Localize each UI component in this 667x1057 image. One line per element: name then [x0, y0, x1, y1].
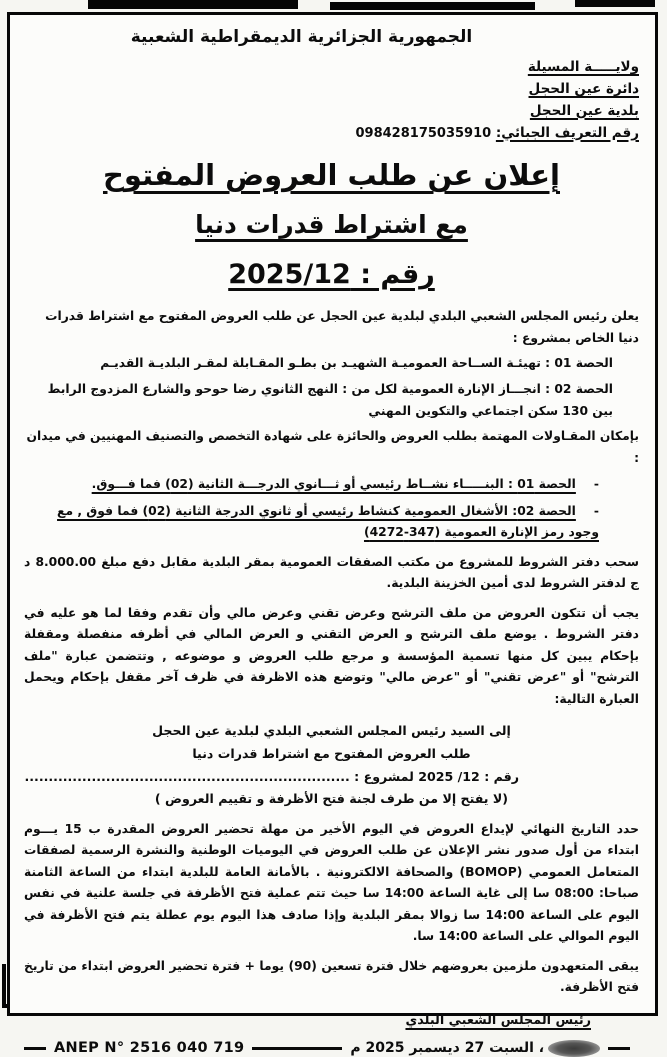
publication-date: ، السبت 27 ديسمبر 2025 م — [350, 1040, 545, 1057]
publication-date-block — [350, 1040, 600, 1057]
lot-2-requirement: -الحصة 02: الأشغال العمومية كنشاط رئيسي أو ثانوي الدرجة الثانية (02) فما فوق , مع وجود رمز الإنارة العمومية (347-4272) — [24, 501, 639, 544]
footer-rule-right — [608, 1047, 630, 1050]
tax-id-value: 098428175035910 — [355, 125, 492, 141]
scan-artifact-top-right — [330, 2, 535, 10]
signature-title: رئيس المجلس الشعبي البلدي — [405, 1012, 591, 1028]
notice-title-line2: مع اشتراط قدرات دنيا — [195, 210, 468, 240]
bullet-dash-icon: - — [593, 503, 599, 518]
envelope-addressee: إلى السيد رئيس المجلس الشعبي البلدي لبلدية عين الحجل — [152, 723, 511, 739]
bullet-dash-icon: - — [593, 477, 599, 492]
envelope-warning-line: (لا يفتح إلا من طرف لجنة فتح الأظرفة و تقييم العروض ) — [154, 791, 509, 807]
notice-title-number: رقم : 2025/12 — [228, 259, 435, 291]
lot-1-description: الحصة 01 : تهيئـة الســاحة العموميـة الشهيـد بن بطـو المقـابلة لمقـر البلديـة القديـم — [100, 356, 613, 371]
validity-paragraph: يبقى المتعهدون ملزمين بعروضهم خلال فترة تسعين (90) يوما + فترة تحضير العروض ابتداء من تاريخ فتح الأظرفة. — [24, 958, 639, 995]
lot-2-description: الحصة 02 : انجـــاز الإنارة العمومية لكل من : النهج الثانوي رضا حوحو والشارع المزدوج الرابط بين 130 سكن اجتماعي والتكوين المهني — [47, 381, 613, 418]
scan-artifact-top-far-right — [575, 0, 655, 7]
tender-notice-document — [24, 27, 640, 1057]
lot-1-requirement: -الحصة 01 : البنـــــاء نشــاط رئيسي أو ثـــانوي الدرجـــة الثانية (02) فما فـــوق. — [24, 474, 639, 496]
specs-withdrawal-paragraph: سحب دفتر الشروط للمشروع من مكتب الصفقات العمومية بمقر البلدية مقابل دفع مبلغ 8.000.00 د ج لدفتر الشروط لدى أمين الخزينة البلدية. — [24, 554, 639, 591]
newspaper-logo — [548, 1040, 600, 1057]
intro-paragraph: يعلن رئيس المجلس الشعبي البلدي لبلدية عين الحجل عن طلب العروض المفتوح مع اشتراط قدرات دنيا الخاص بمشروع : — [45, 309, 639, 345]
footer-publication-line — [24, 1040, 639, 1057]
commune-line: بلدية عين الحجل — [529, 102, 639, 119]
eligibility-intro: بإمكان المقـاولات المهتمة بطلب العروض والحائزة على شهادة التخصص والتصنيف المهنيين في ميدان : — [26, 429, 639, 465]
footer-rule-middle — [252, 1047, 342, 1050]
document-border-frame — [7, 12, 658, 1057]
signature-block — [24, 1009, 639, 1028]
tax-id-line — [356, 123, 640, 145]
envelope-tender-type: طلب العروض المفتوح مع اشتراط قدرات دنيا — [192, 745, 471, 761]
envelope-reference-line: رقم : 12/ 2025 لمشروع : .................................................................... — [24, 768, 519, 784]
offers-composition-paragraph: يجب أن تتكون العروض من ملف الترشح وعرض تقني وعرض مالي وأن تقدم وفقا لما هو عليه في دفتر الشروط . يوضع ملف الترشح و العرض التقني و العرض المالي في أظرفه منفصلة ومقفلة بإحكام يبين كل منها تسمية المؤسسة و مرجع طلب العروض و موضوعه , وتتضمن عبارة "ملف الترشح" أو "عرض تقني" أو "عرض مالي" وتوضع هذه الاظرفة في ظرف آخر مقفل بإحكام ويحمل العبارة التالية: — [24, 605, 639, 706]
deadline-paragraph: حدد التاريخ النهائي لإيداع العروض في اليوم الأخير من مهلة تحضير العروض المقدرة ب 15 يـــوم ابتداء من أول صدور نشر الإعلان عن طلب العروض في اليوميات الوطنية والنشرة الرسمية لصفقات المتعامل العمومي (BOMOP) والصحافة الالكترونية . بالأمانة العامة للبلدية ابتداء من الساعة الثامنة صباحا: 08:00 سا إلى غاية الساعة 14:00 سا حيث تتم عملية فتح الأظرفة في جلسة علنية في نفس اليوم على الساعة 14:00 سا زوالا بمقر البلدية وإذا صادف هذا اليوم يوم عطلة يتم فتح الأظرفة في اليوم الموالي على الساعة 14:00 سا. — [24, 821, 640, 944]
envelope-inscription-block — [24, 720, 639, 811]
scan-artifact-bottom-left-vertical — [2, 964, 6, 1006]
notice-title-line1: إعلان عن طلب العروض المفتوح — [102, 158, 560, 193]
tax-id-label: رقم التعريف الجبائي: — [495, 124, 639, 141]
anep-reference: ANEP N° 2516 040 719 — [54, 1040, 245, 1057]
wilaya-line: ولايـــــة المسيلة — [527, 59, 639, 75]
issuing-authority-block — [356, 57, 640, 144]
footer-rule-left — [24, 1047, 46, 1050]
notice-title-block — [24, 158, 639, 290]
scan-artifact-top-left — [88, 0, 298, 9]
daira-line: دائرة عين الحجل — [528, 80, 639, 97]
republic-header: الجمهورية الجزائرية الديمقراطية الشعبية — [130, 27, 473, 47]
